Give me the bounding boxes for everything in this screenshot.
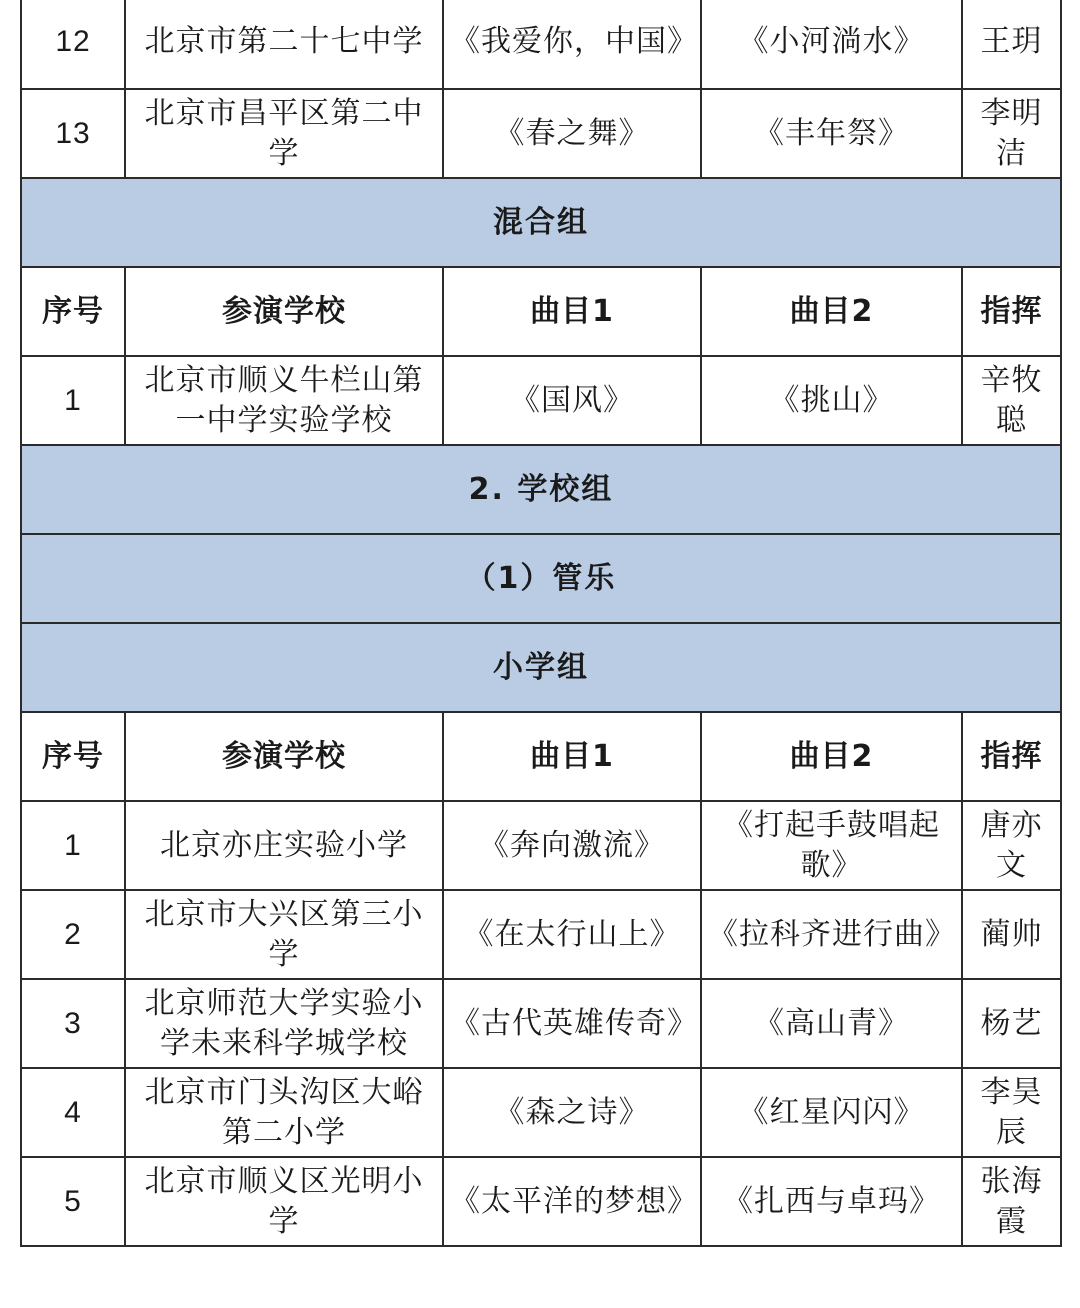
conductor: 辛牧聪 <box>962 356 1061 445</box>
row-number: 12 <box>21 0 125 89</box>
header-piece-2: 曲目2 <box>701 267 962 356</box>
piece-2: 《挑山》 <box>701 356 962 445</box>
table-row <box>21 356 1061 445</box>
school-name: 北京市大兴区第三小学 <box>125 890 443 979</box>
piece-1: 《太平洋的梦想》 <box>443 1157 701 1246</box>
table-row <box>21 890 1061 979</box>
table-row <box>21 979 1061 1068</box>
table-row <box>21 0 1061 89</box>
conductor: 李昊辰 <box>962 1068 1061 1157</box>
section-row-school-group <box>21 445 1061 534</box>
conductor: 蔺帅 <box>962 890 1061 979</box>
school-name: 北京市顺义区光明小学 <box>125 1157 443 1246</box>
subsection-title: （1）管乐 <box>21 534 1061 623</box>
row-number: 3 <box>21 979 125 1068</box>
row-number: 1 <box>21 356 125 445</box>
row-number: 2 <box>21 890 125 979</box>
school-name: 北京市顺义牛栏山第一中学实验学校 <box>125 356 443 445</box>
piece-2: 《红星闪闪》 <box>701 1068 962 1157</box>
header-conductor: 指挥 <box>962 267 1061 356</box>
conductor: 王玥 <box>962 0 1061 89</box>
section-title: 混合组 <box>21 178 1061 267</box>
piece-1: 《森之诗》 <box>443 1068 701 1157</box>
school-name: 北京市第二十七中学 <box>125 0 443 89</box>
section-row-primary-group <box>21 623 1061 712</box>
table-row <box>21 801 1061 890</box>
piece-2: 《打起手鼓唱起歌》 <box>701 801 962 890</box>
conductor: 杨艺 <box>962 979 1061 1068</box>
group-title: 小学组 <box>21 623 1061 712</box>
school-name: 北京亦庄实验小学 <box>125 801 443 890</box>
header-piece-2: 曲目2 <box>701 712 962 801</box>
conductor: 李明洁 <box>962 89 1061 178</box>
piece-2: 《扎西与卓玛》 <box>701 1157 962 1246</box>
header-no: 序号 <box>21 267 125 356</box>
table-row <box>21 1068 1061 1157</box>
table-row <box>21 89 1061 178</box>
piece-2: 《拉科齐进行曲》 <box>701 890 962 979</box>
header-piece-1: 曲目1 <box>443 712 701 801</box>
school-name: 北京市昌平区第二中学 <box>125 89 443 178</box>
conductor: 张海霞 <box>962 1157 1061 1246</box>
row-number: 4 <box>21 1068 125 1157</box>
piece-1: 《古代英雄传奇》 <box>443 979 701 1068</box>
row-number: 1 <box>21 801 125 890</box>
header-conductor: 指挥 <box>962 712 1061 801</box>
performance-schedule-table <box>20 0 1062 1247</box>
school-name: 北京师范大学实验小学未来科学城学校 <box>125 979 443 1068</box>
school-name: 北京市门头沟区大峪第二小学 <box>125 1068 443 1157</box>
piece-2: 《小河淌水》 <box>701 0 962 89</box>
section-row-wind-band <box>21 534 1061 623</box>
row-number: 13 <box>21 89 125 178</box>
piece-1: 《在太行山上》 <box>443 890 701 979</box>
header-school: 参演学校 <box>125 267 443 356</box>
header-no: 序号 <box>21 712 125 801</box>
conductor: 唐亦文 <box>962 801 1061 890</box>
table-header-row <box>21 712 1061 801</box>
piece-1: 《奔向激流》 <box>443 801 701 890</box>
piece-1: 《我爱你，中国》 <box>443 0 701 89</box>
table-row <box>21 1157 1061 1246</box>
piece-1: 《春之舞》 <box>443 89 701 178</box>
table-header-row <box>21 267 1061 356</box>
header-piece-1: 曲目1 <box>443 267 701 356</box>
piece-2: 《高山青》 <box>701 979 962 1068</box>
section-row-mixed-group <box>21 178 1061 267</box>
row-number: 5 <box>21 1157 125 1246</box>
piece-1: 《国风》 <box>443 356 701 445</box>
section-title: 2. 学校组 <box>21 445 1061 534</box>
header-school: 参演学校 <box>125 712 443 801</box>
piece-2: 《丰年祭》 <box>701 89 962 178</box>
